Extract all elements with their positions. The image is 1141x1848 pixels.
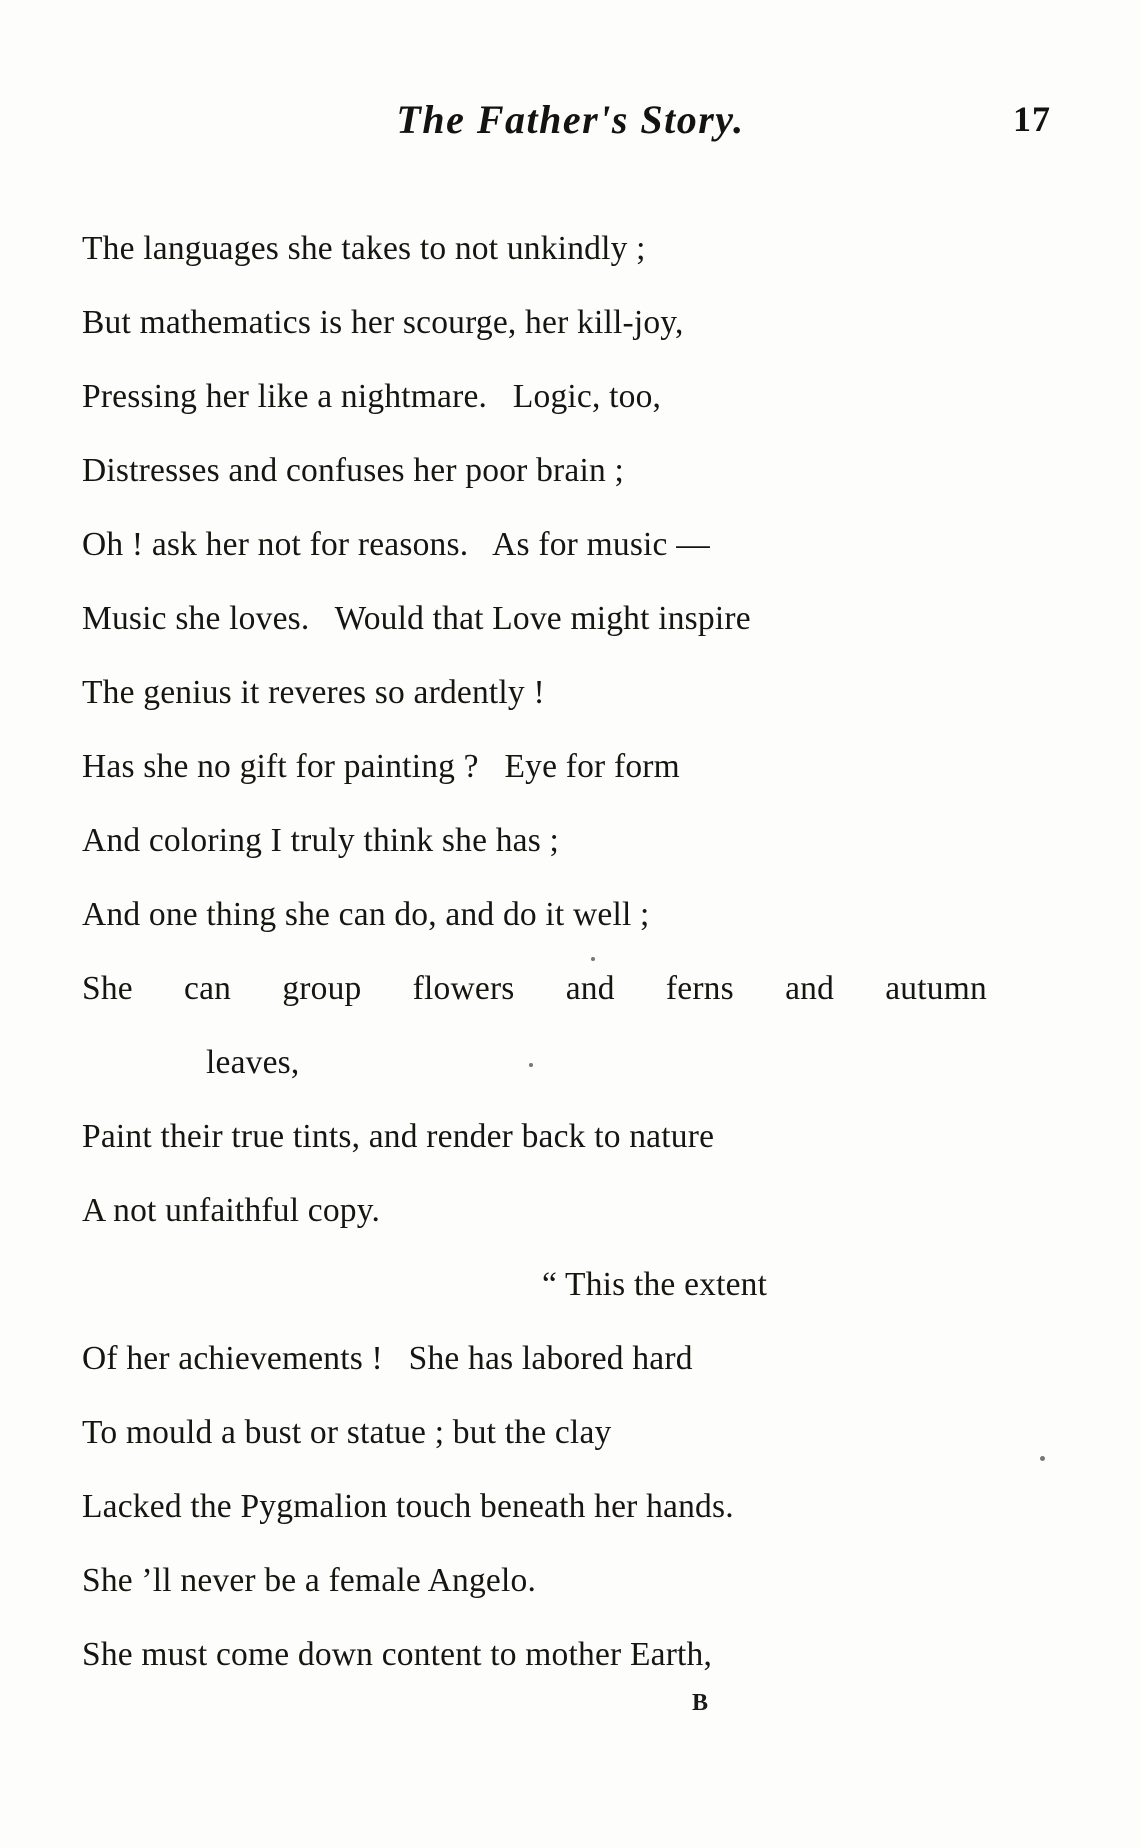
signature-mark: B <box>691 1690 709 1716</box>
poem-word: and <box>565 970 615 1007</box>
poem-line: And one thing she can do, and do it well ; <box>82 896 650 933</box>
poem-line: leaves, <box>206 1044 300 1081</box>
poem-word: ferns <box>665 970 734 1007</box>
poem-line: The languages she takes to not unkindly ; <box>82 230 646 267</box>
poem-line: Music she loves. Would that Love might inspire <box>82 600 751 637</box>
poem-word: autumn <box>885 970 987 1007</box>
poem-line <box>82 952 987 1026</box>
poem-word: group <box>282 970 362 1007</box>
poem-body <box>82 212 1042 1692</box>
poem-line: Lacked the Pygmalion touch beneath her hands. <box>82 1488 734 1525</box>
poem-line: Of her achievements ! She has labored hard <box>82 1340 693 1377</box>
poem-word: flowers <box>412 970 515 1007</box>
poem-line: She must come down content to mother Earth, <box>82 1636 713 1673</box>
poem-line: Pressing her like a nightmare. Logic, too, <box>82 378 662 415</box>
page-header <box>78 96 1063 143</box>
poem-line: She ’ll never be a female Angelo. <box>82 1562 537 1599</box>
poem-line: Paint their true tints, and render back to nature <box>82 1118 715 1155</box>
page-speck <box>1040 1456 1045 1461</box>
poem-line: Oh ! ask her not for reasons. As for music — <box>82 526 710 563</box>
poem-line: Has she no gift for painting ? Eye for form <box>82 748 680 785</box>
poem-word: can <box>184 970 232 1007</box>
poem-line: A not unfaithful copy. <box>82 1192 381 1229</box>
page-speck <box>591 957 595 961</box>
poem-line: The genius it reveres so ardently ! <box>82 674 545 711</box>
page-number: 17 <box>1013 99 1051 139</box>
poem-line: To mould a bust or statue ; but the clay <box>82 1414 612 1451</box>
poem-line: And coloring I truly think she has ; <box>82 822 560 859</box>
poem-line: Distresses and confuses her poor brain ; <box>82 452 625 489</box>
page-speck <box>529 1063 533 1067</box>
poem-line: But mathematics is her scourge, her kill-joy, <box>82 304 684 341</box>
running-head-title: The Father's Story. <box>396 97 745 142</box>
poem-word: She <box>82 970 133 1007</box>
poem-word: and <box>785 970 835 1007</box>
poem-line: “ This the extent <box>542 1266 768 1303</box>
